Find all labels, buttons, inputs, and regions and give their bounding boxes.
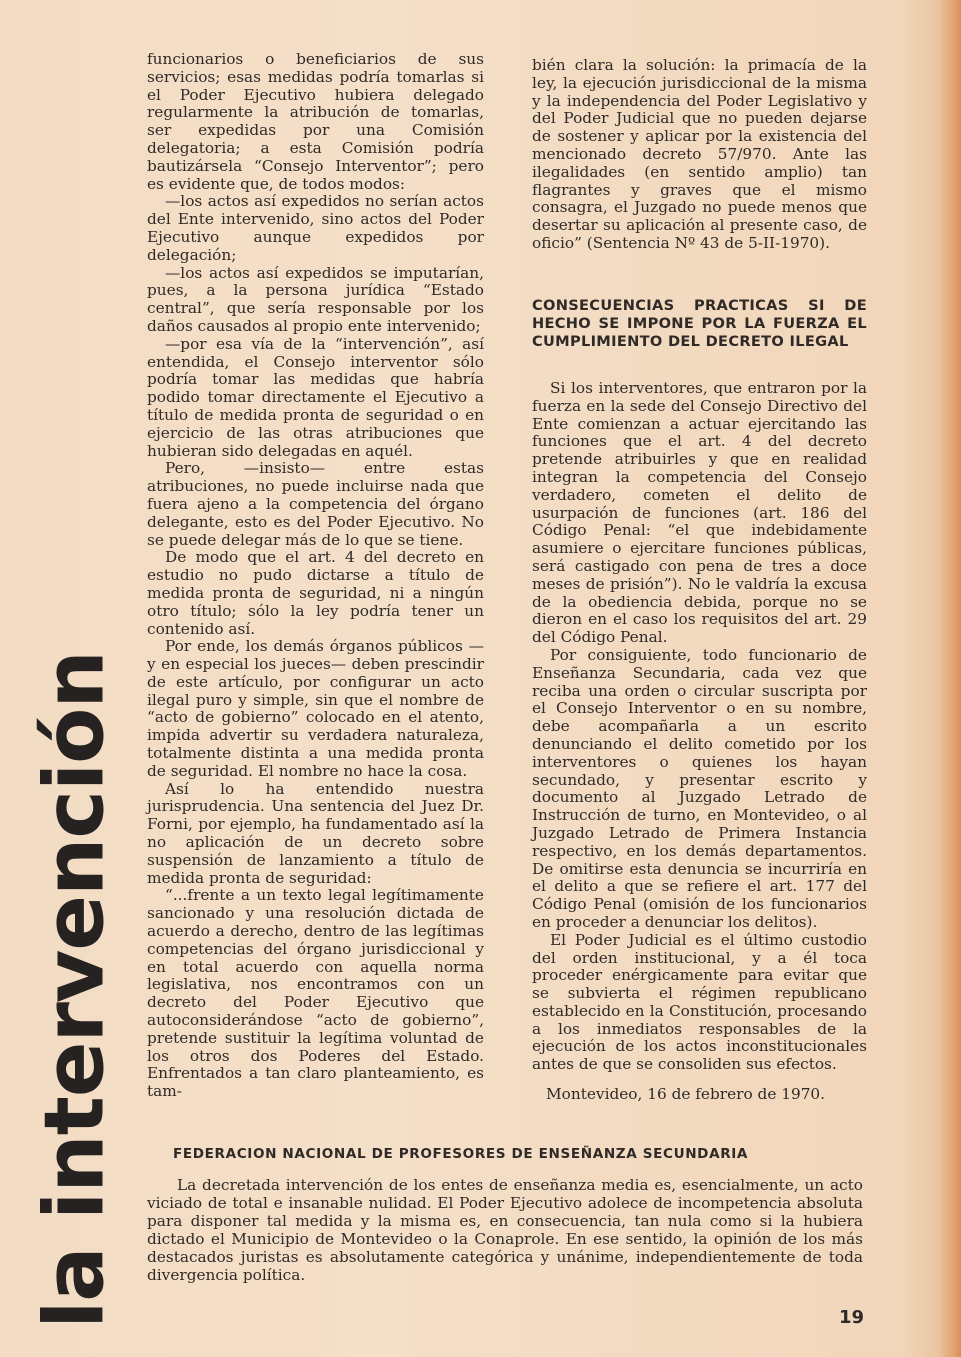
section-title-vertical xyxy=(27,651,123,1329)
paragraph: Pero, —insisto— entre estas atribuciones, no puede incluirse nada que fuera ajeno a la competencia del órgano delegante, esto es del Poder Ejecutivo. No se puede delegar más de lo que se tiene. xyxy=(147,459,484,549)
paper-edge-shadow xyxy=(939,0,961,1357)
paragraph: Por consiguiente, todo funcionario de Enseñanza Secundaria, cada vez que reciba una orden o circular suscripta por el Consejo Interventor o en su nombre, debe acompañarla a un escrito denunciando el delito cometido por los interventores o quienes los hayan secundado, y presentar escrito y documento al Juzgado Letrado de Instrucción de turno, en Montevideo, o al Juzgado Letrado de Primera Instancia respectivo, en los demás departamentos. De omitirse esta denuncia se incurriría en el delito a que se refiere el art. 177 del Código Penal (omisión de los funcionarios en proceder a denunciar los delitos). xyxy=(532,645,867,931)
paragraph: —los actos así expedidos se imputarían, pues, a la persona jurídica “Estado central”, que sería responsable por los daños causados al propio ente intervenido; xyxy=(147,263,484,335)
paragraph: La decretada intervención de los entes de enseñanza media es, esencialmente, un acto viciado de total e insanable nulidad. El Poder Ejecutivo adolece de incompetencia absoluta para disponer tal medida y la misma es, en consecuencia, tan nula como si la hubiera dictado el Municipio de Montevideo o la Conaprole. En ese sentido, la opinión de los más destacados juristas es absolutamente categórica y unánime, independientemente de toda divergencia política. xyxy=(147,1176,863,1284)
section-heading: CONSECUENCIAS PRACTICAS SI DE HECHO SE IMPONE POR LA FUERZA EL CUMPLIMIENTO DEL DECRETO ILEGAL xyxy=(532,297,867,350)
paragraph: —por esa vía de la “intervención”, así entendida, el Consejo interventor sólo podría tomar las medidas que habría podido tomar directamente el Ejecutivo a título de medida pronta de seguridad o en ejercicio de las otras atribuciones que hubieran sido delegadas en aquél. xyxy=(147,334,484,460)
quote-paragraph: “...frente a un texto legal legítimamente sancionado y una resolución dictada de acuerdo a derecho, dentro de las legítimas competencias del órgano jurisdiccional y en total acuerdo con aquella norma legislativa, nos encontramos con un decreto del Poder Ejecutivo que autoconsiderándose “acto de gobierno”, pretende sustituir la legítima voluntad de los otros dos Poderes del Estado. Enfrentados a tan claro planteamiento, es tam- xyxy=(147,886,484,1101)
paragraph: bién clara la solución: la primacía de la ley, la ejecución jurisdiccional de la misma y la independencia del Poder Legislativo y del Poder Judicial que no pueden dejarse de sostener y aplicar por la existencia del mencionado decreto 57/970. Ante las ilegalidades (en sentido amplio) tan flagrantes y graves que el mismo consagra, el Juzgado no puede menos que desertar su aplicación al presente caso, de oficio” (Sentencia Nº 43 de 5-II-1970). xyxy=(532,56,867,252)
paragraph: funcionarios o beneficiarios de sus servicios; esas medidas podría tomarlas si el Poder Ejecutivo hubiera delegado regularmente la atribución de tomarlas, ser expedidas por una Comisión delegatoria; a esta Comisión podría bautizársela “Consejo Interventor”; pero es evidente que, de todos modos: xyxy=(147,50,484,193)
section-title-text: la intervención xyxy=(27,651,123,1329)
federation-body xyxy=(147,1176,863,1284)
right-column-bottom xyxy=(532,380,867,1074)
paragraph: Por ende, los demás órganos públicos —y en especial los jueces— deben prescindir de este artículo, por configurar un acto ilegal puro y simple, sin que el nombre de “acto de gobierno” colocado en el atento, impida advertir su verdadera naturaleza, totalmente distinta a una medida pronta de seguridad. El nombre no hace la cosa. xyxy=(147,637,484,780)
paragraph: Si los interventores, que entraron por la fuerza en la sede del Consejo Directivo del Ente comienzan a actuar ejercitando las funciones que el art. 4 del decreto pretende atribuirles y que en realidad integran la competencia del Consejo verdadero, cometen el delito de usurpación de funciones (art. 186 del Código Penal: “el que indebidamente asumiere o ejercitare funciones públicas, será castigado con pena de tres a doce meses de prisión”). No le valdría la excusa de la obediencia debida, porque no se dieron en el caso los requisitos del art. 29 del Código Penal. xyxy=(532,379,867,647)
paragraph: Así lo ha entendido nuestra jurisprudencia. Una sentencia del Juez Dr. Forni, por ejemplo, ha fundamentado así la no aplicación de un decreto sobre suspensión de lanzamiento a título de medida pronta de seguridad: xyxy=(147,779,484,887)
signoff-date: Montevideo, 16 de febrero de 1970. xyxy=(546,1085,826,1103)
federation-heading: FEDERACION NACIONAL DE PROFESORES DE ENSEÑANZA SECUNDARIA xyxy=(173,1146,749,1162)
page-number: 19 xyxy=(839,1307,865,1328)
right-column-top xyxy=(532,57,867,253)
paragraph: El Poder Judicial es el último custodio del orden institucional, y a él toca proceder enérgicamente para evitar que se subvierta el régimen republicano establecido en la Constitución, procesando a los inmediatos responsables de la ejecución de los actos inconstitucionales antes de que se consoliden sus efectos. xyxy=(532,930,867,1074)
left-column xyxy=(147,51,484,1101)
paragraph: De modo que el art. 4 del decreto en estudio no pudo dictarse a título de medida pronta de seguridad, ni a ningún otro título; sólo la ley podría tener un contenido así. xyxy=(147,548,484,638)
paragraph: —los actos así expedidos no serían actos del Ente intervenido, sino actos del Poder Ejecutivo aunque expedidos por delegación; xyxy=(147,192,484,264)
